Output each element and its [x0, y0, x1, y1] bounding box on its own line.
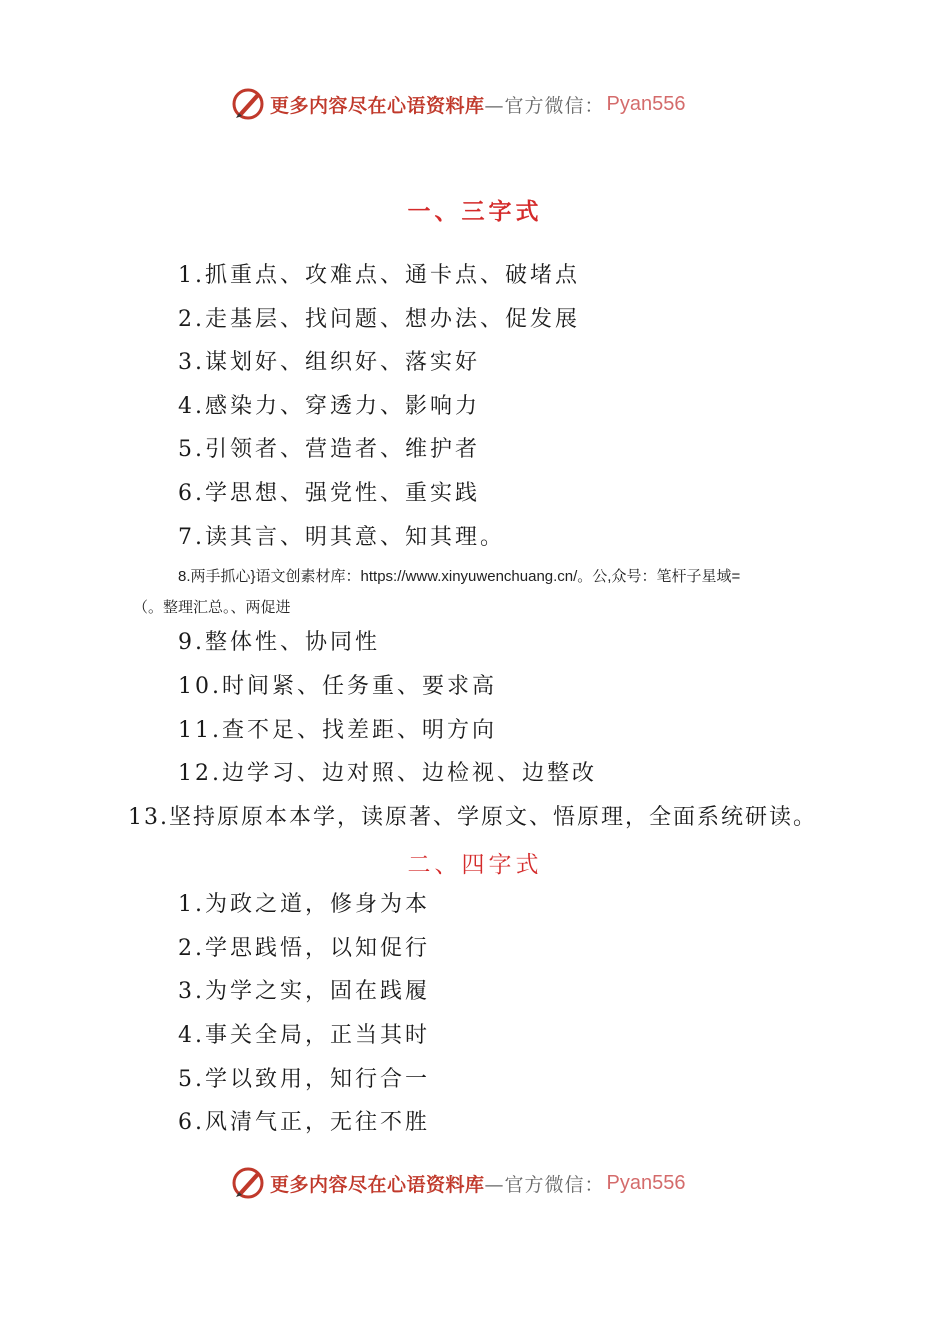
list-item: 4.感染力、穿透力、影响力	[178, 394, 480, 419]
pen-logo-icon	[230, 86, 266, 122]
banner-wechat-id: Pyan556	[606, 92, 686, 115]
list-item: 2.学思践悟，以知促行	[178, 936, 430, 961]
banner-red-text: 更多内容尽在心语资料库	[270, 94, 485, 117]
list-item: 6.学思想、强党性、重实践	[178, 481, 480, 506]
list-item: 5.引领者、营造者、维护者	[178, 437, 480, 462]
list-item: 1.为政之道，修身为本	[178, 892, 430, 917]
banner-wechat-id: Pyan556	[606, 1171, 686, 1194]
list-item: 1.抓重点、攻难点、通卡点、破堵点	[178, 263, 580, 288]
list-item: 7.读其言、明其意、知其理。	[178, 525, 505, 550]
list-item: 12.边学习、边对照、边检视、边整改	[178, 761, 597, 786]
list-item: 9.整体性、协同性	[178, 630, 380, 655]
section2-title: 二、四字式	[407, 852, 543, 878]
banner-gray-text: —官方微信：	[484, 1173, 605, 1196]
banner-red-text: 更多内容尽在心语资料库	[270, 1173, 485, 1196]
list-item: 4.事关全局，正当其时	[178, 1023, 430, 1048]
header-banner	[230, 84, 750, 124]
footer-banner	[230, 1163, 750, 1203]
note-line-1: 8.两手抓心}语文创素材库：https://www.xinyuwenchuang.cn/。公,众号：笔杆子星域=	[178, 568, 741, 585]
list-item: 2.走基层、找问题、想办法、促发展	[178, 307, 580, 332]
list-item: 6.风清气正，无往不胜	[178, 1110, 430, 1135]
section1-title: 一、三字式	[407, 198, 543, 225]
note-line-2: （。整理汇总。、两促进	[133, 599, 291, 616]
list-item: 3.谋划好、组织好、落实好	[178, 350, 480, 375]
list-item: 5.学以致用，知行合一	[178, 1067, 430, 1092]
list-item: 13.坚持原原本本学，读原著、学原文、悟原理，全面系统研读。	[128, 805, 817, 830]
list-item: 11.查不足、找差距、明方向	[178, 718, 497, 743]
list-item: 10.时间紧、任务重、要求高	[178, 674, 497, 699]
banner-gray-text: —官方微信：	[484, 94, 605, 117]
list-item: 3.为学之实，固在践履	[178, 979, 430, 1004]
pen-logo-icon	[230, 1165, 266, 1201]
